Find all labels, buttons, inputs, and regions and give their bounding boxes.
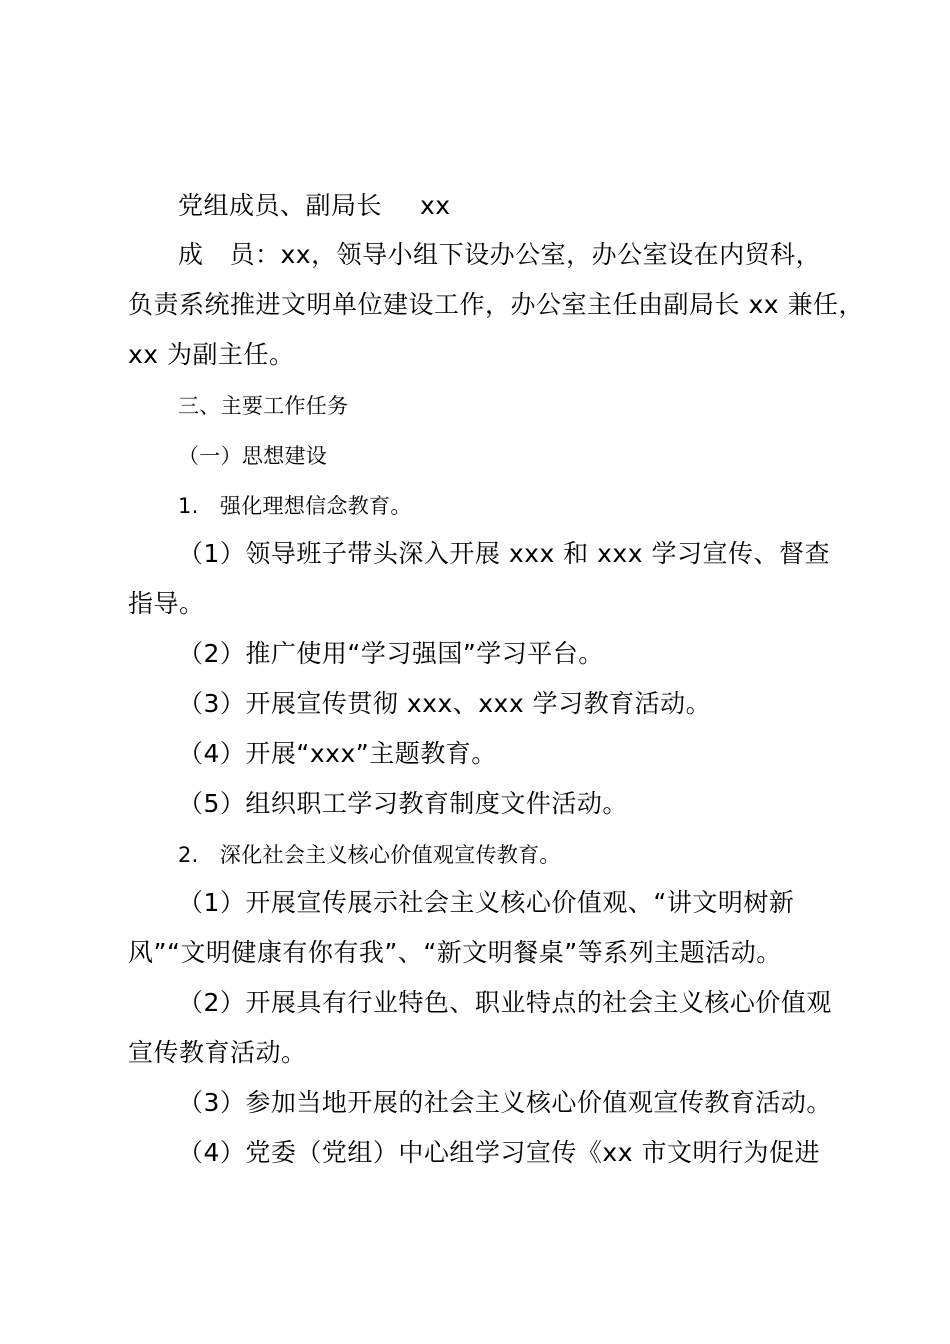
text-line: 指导。: [128, 589, 205, 618]
item-heading: 2. 深化社会主义核心价值观宣传教育。: [178, 843, 561, 867]
text-line: （5）组织职工学习教育制度文件活动。: [178, 789, 628, 818]
member-title: 党组成员、副局长: [178, 191, 383, 220]
text-line: （4）开展“xxx”主题教育。: [178, 739, 497, 768]
members-text: 员：xx，领导小组下设办公室，办公室设在内贸科，: [229, 240, 822, 269]
text-line: [178, 240, 821, 270]
text-line: （1）领导班子带头深入开展 xxx 和 xxx 学习宣传、督查: [178, 539, 830, 568]
member-name: xx: [420, 191, 451, 220]
text-line: 风”“文明健康有你有我”、“新文明餐桌”等系列主题活动。: [128, 938, 782, 967]
text-line: （1）开展宣传展示社会主义核心价值观、“讲文明树新: [178, 888, 795, 917]
text-line: 负责系统推进文明单位建设工作，办公室主任由副局长 xx 兼任，: [128, 290, 864, 319]
text-line: （3）开展宣传贯彻 xxx、xxx 学习教育活动。: [178, 689, 712, 718]
section-heading: 三、主要工作任务: [178, 394, 349, 418]
text-line: （2）推广使用“学习强国”学习平台。: [178, 639, 604, 668]
text-line: （2）开展具有行业特色、职业特点的社会主义核心价值观: [178, 988, 832, 1017]
text-line: （4）党委（党组）中心组学习宣传《xx 市文明行为促进: [178, 1138, 820, 1167]
text-line: xx 为副主任。: [128, 340, 295, 369]
subsection-heading: （一）思想建设: [178, 444, 328, 468]
item-heading: 1. 强化理想信念教育。: [178, 494, 412, 518]
text-line: [178, 191, 451, 221]
text-line: 宣传教育活动。: [128, 1038, 307, 1067]
members-label-char1: 成: [178, 240, 204, 269]
text-line: （3）参加当地开展的社会主义核心价值观宣传教育活动。: [178, 1088, 832, 1117]
